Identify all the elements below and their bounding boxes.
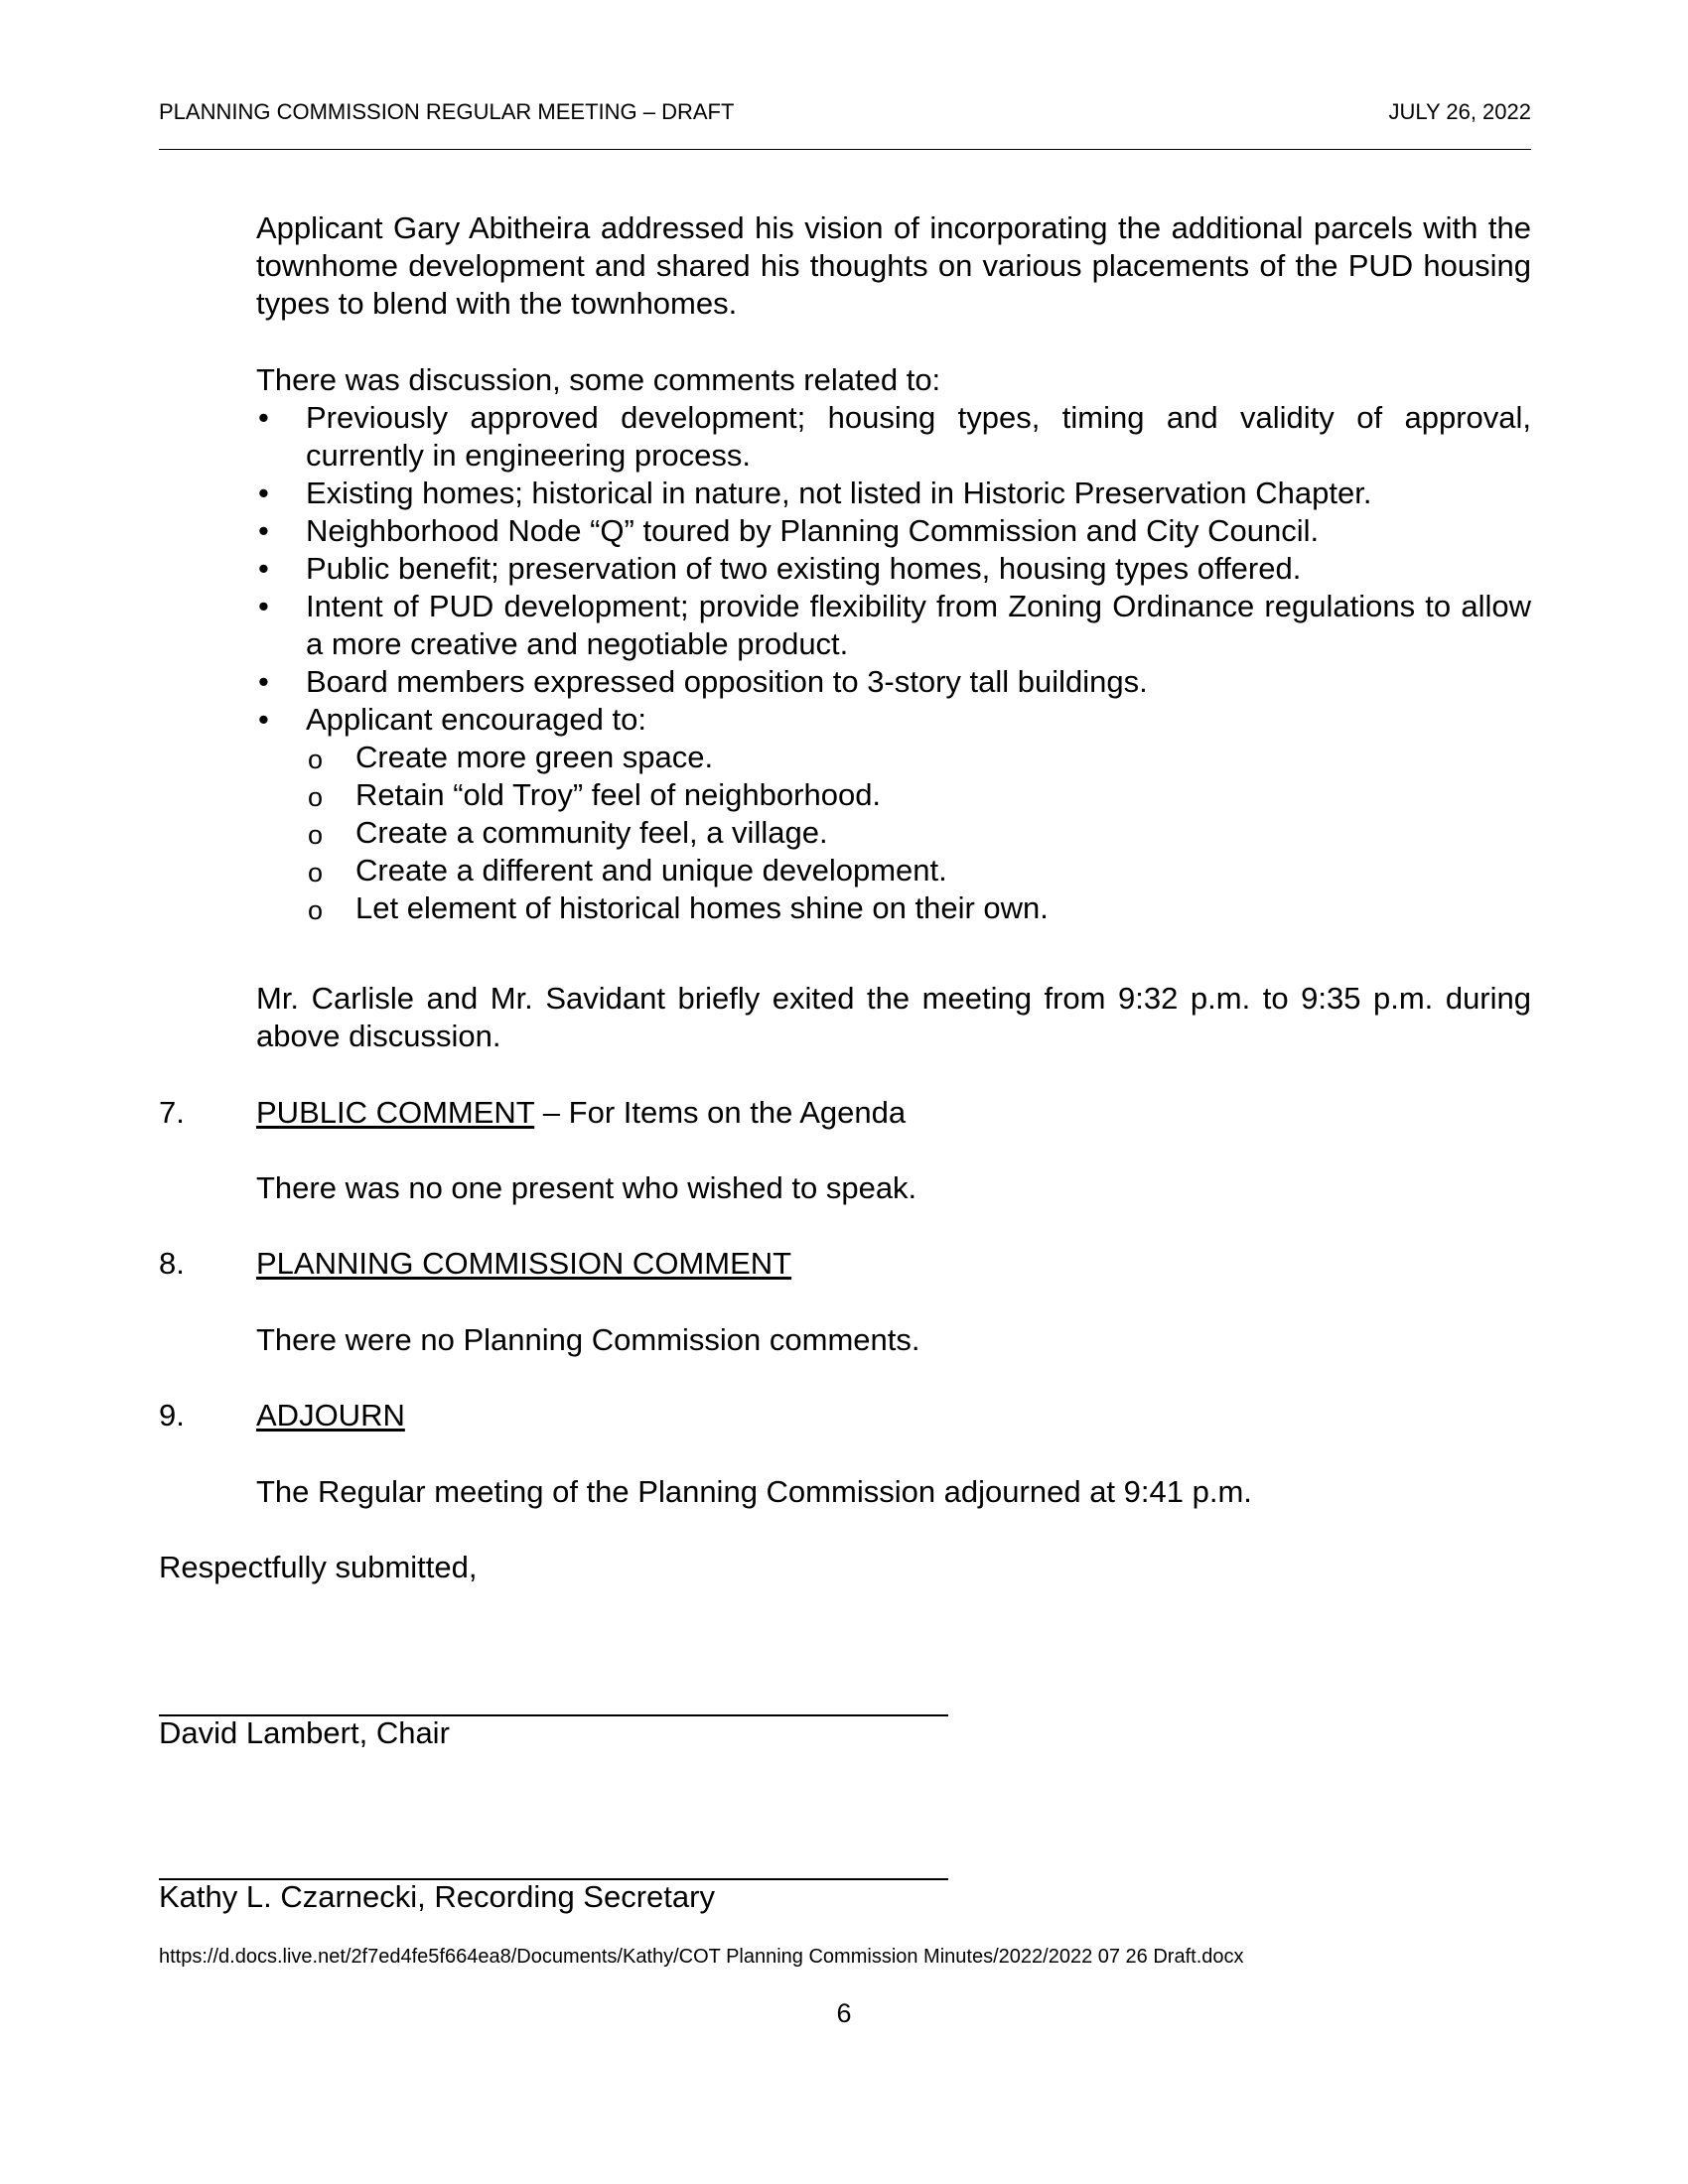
bullet-text: Previously approved development; housing types, timing and validity of approval, currently in engineering process. <box>306 400 1531 473</box>
section-title: PLANNING COMMISSION COMMENT <box>256 1246 792 1281</box>
circle-bullet-icon: o <box>308 895 324 925</box>
bullet-text: Neighborhood Node “Q” toured by Planning Commission and City Council. <box>306 513 1320 548</box>
sub-bullet-text: Retain “old Troy” feel of neighborhood. <box>355 777 882 812</box>
sub-bullet-text: Create a different and unique development. <box>355 853 947 887</box>
section-title: PUBLIC COMMENT <box>256 1095 535 1130</box>
section-heading <box>256 1245 791 1283</box>
page-header <box>159 99 1531 139</box>
intro-paragraph: Applicant Gary Abitheira addressed his vision of incorporating the additional parcels with the townhome development and shared his thoughts on various placements of the PUD housing types to blend with the townhomes. <box>256 210 1531 321</box>
header-divider <box>159 149 1531 150</box>
discussion-lead: There was discussion, some comments related to: <box>256 362 941 397</box>
list-item <box>256 588 1531 663</box>
circle-bullet-icon: o <box>308 745 324 774</box>
signature-name: Kathy L. Czarnecki, Recording Secretary <box>159 1879 715 1914</box>
section-heading <box>256 1094 906 1132</box>
bullet-icon: • <box>258 400 269 435</box>
bullet-text: Applicant encouraged to: <box>306 702 646 737</box>
sub-bullet-text: Create more green space. <box>355 740 714 774</box>
section-number: 9. <box>159 1398 185 1433</box>
list-item <box>256 550 1531 588</box>
bullet-icon: • <box>258 702 269 737</box>
discussion-bullet-list <box>256 399 1531 927</box>
section-text: There was no one present who wished to speak. <box>256 1170 917 1205</box>
bullet-icon: • <box>258 589 269 623</box>
bullet-icon: • <box>258 664 269 699</box>
list-item <box>256 663 1531 701</box>
bullet-icon: • <box>258 476 269 510</box>
sub-bullet-text: Create a community feel, a village. <box>355 815 828 850</box>
circle-bullet-icon: o <box>308 782 324 812</box>
section-heading <box>256 1397 405 1434</box>
closing-text: Respectfully submitted, <box>159 1550 478 1584</box>
footer-file-path: https://d.docs.live.net/2f7ed4fe5f664ea8/Documents/Kathy/COT Planning Commission Minutes/2022/2022 07 26 Draft.docx <box>159 1946 1244 1968</box>
bullet-text: Public benefit; preservation of two existing homes, housing types offered. <box>306 551 1302 586</box>
sub-bullet-text: Let element of historical homes shine on their own. <box>355 890 1049 925</box>
circle-bullet-icon: o <box>308 858 324 887</box>
sub-list-item <box>256 776 1531 814</box>
circle-bullet-icon: o <box>308 820 324 850</box>
bullet-text: Intent of PUD development; provide flexibility from Zoning Ordinance regulations to allow a more creative and negotiable product. <box>306 589 1531 661</box>
bullet-icon: • <box>258 551 269 586</box>
sub-list-item <box>256 889 1531 927</box>
list-item <box>256 701 1531 739</box>
bullet-icon: • <box>258 513 269 548</box>
sub-list-item <box>256 852 1531 889</box>
section-text: The Regular meeting of the Planning Commission adjourned at 9:41 p.m. <box>256 1474 1252 1509</box>
section-number: 8. <box>159 1246 185 1281</box>
exit-note: Mr. Carlisle and Mr. Savidant briefly exited the meeting from 9:32 p.m. to 9:35 p.m. during above discussion. <box>256 981 1531 1053</box>
sub-list-item <box>256 739 1531 776</box>
section-title-suffix: – For Items on the Agenda <box>534 1095 907 1130</box>
bullet-text: Board members expressed opposition to 3-story tall buildings. <box>306 664 1148 699</box>
list-item <box>256 475 1531 512</box>
list-item <box>256 399 1531 475</box>
page-number: 6 <box>836 1998 852 2028</box>
section-number: 7. <box>159 1095 185 1130</box>
header-title: PLANNING COMMISSION REGULAR MEETING – DRAFT <box>159 99 735 124</box>
sub-list-item <box>256 814 1531 852</box>
header-date: JULY 26, 2022 <box>1388 99 1531 124</box>
bullet-text: Existing homes; historical in nature, not listed in Historic Preservation Chapter. <box>306 476 1372 510</box>
list-item <box>256 512 1531 550</box>
signature-name: David Lambert, Chair <box>159 1715 450 1750</box>
section-text: There were no Planning Commission comments. <box>256 1322 920 1357</box>
section-title: ADJOURN <box>256 1398 405 1433</box>
